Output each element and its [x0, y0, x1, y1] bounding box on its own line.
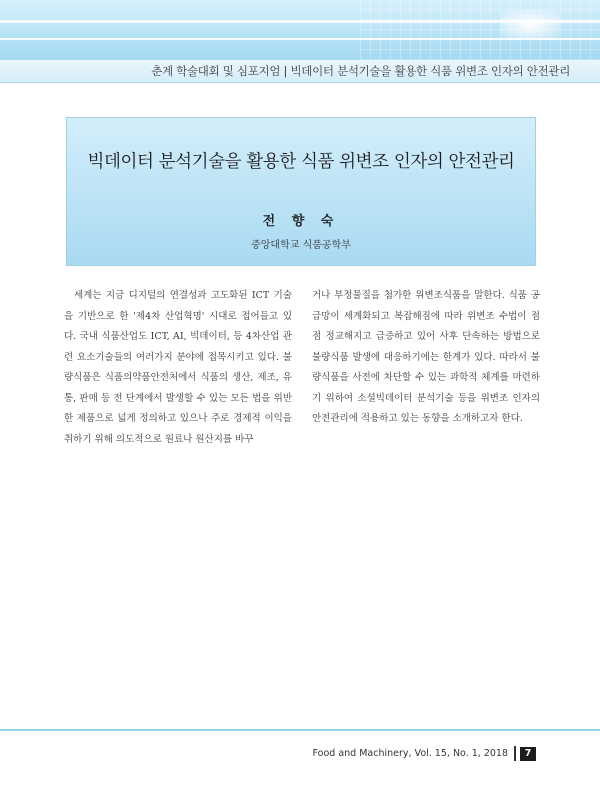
body-column-right: 거나 부정물질을 첨가한 위변조식품을 말한다. 식품 공급망이 세계화되고 복잡해짐에 따라 위변조 수법이 점점 정교해지고 급증하고 있어 사후 단속하는 방법으로 불량식품 발생에 대응하기에는 한계가 있다. 따라서 불량식품을 사전에 차단할 수 있는 과학적 체계를 마련하기 위하여 소셜빅데이터 분석기술 등을 위변조 인자의 안전관리에 적용하고 있는 동향을 소개하고자 한다.	[312, 290, 540, 424]
footer-separator	[514, 746, 516, 761]
running-title: 춘계 학술대회 및 심포지엄 | 빅데이터 분석기술을 활용한 식품 위변조 인자의 안전관리	[151, 64, 570, 78]
banner-glow	[500, 10, 560, 40]
author-name: 전 향 숙	[262, 214, 340, 229]
article-title: 빅데이터 분석기술을 활용한 식품 위변조 인자의 안전관리	[87, 152, 515, 172]
banner-grid-pattern	[360, 0, 600, 60]
footer-divider	[0, 729, 600, 731]
banner-stripe	[0, 38, 600, 40]
body-column-left: 세계는 지금 디지털의 연결성과 고도화된 ICT 기술을 기반으로 한 '제4차 산업혁명' 시대로 접어들고 있다. 국내 식품산업도 ICT, AI, 빅데이터, 등 4차산업 관련 요소기술들의 여러가지 분야에 접목시키고 있다. 불량식품은 식품의약품안전처에서 식품의 생산, 제조, 유통, 판매 등 전 단계에서 발생할 수 있는 모든 법을 위반한 제품으로 넓게 정의하고 있으나 주로 경제적 이익을 취하기 위해 의도적으로 원료나 원산지를 바꾸	[64, 290, 292, 445]
banner-stripe	[0, 20, 600, 23]
author-affiliation: 중앙대학교 식품공학부	[251, 240, 351, 251]
title-box	[66, 117, 536, 266]
journal-citation: Food and Machinery, Vol. 15, No. 1, 2018	[312, 748, 508, 759]
header-banner	[0, 0, 600, 60]
page-number: 7	[520, 747, 536, 761]
running-header	[0, 60, 600, 83]
